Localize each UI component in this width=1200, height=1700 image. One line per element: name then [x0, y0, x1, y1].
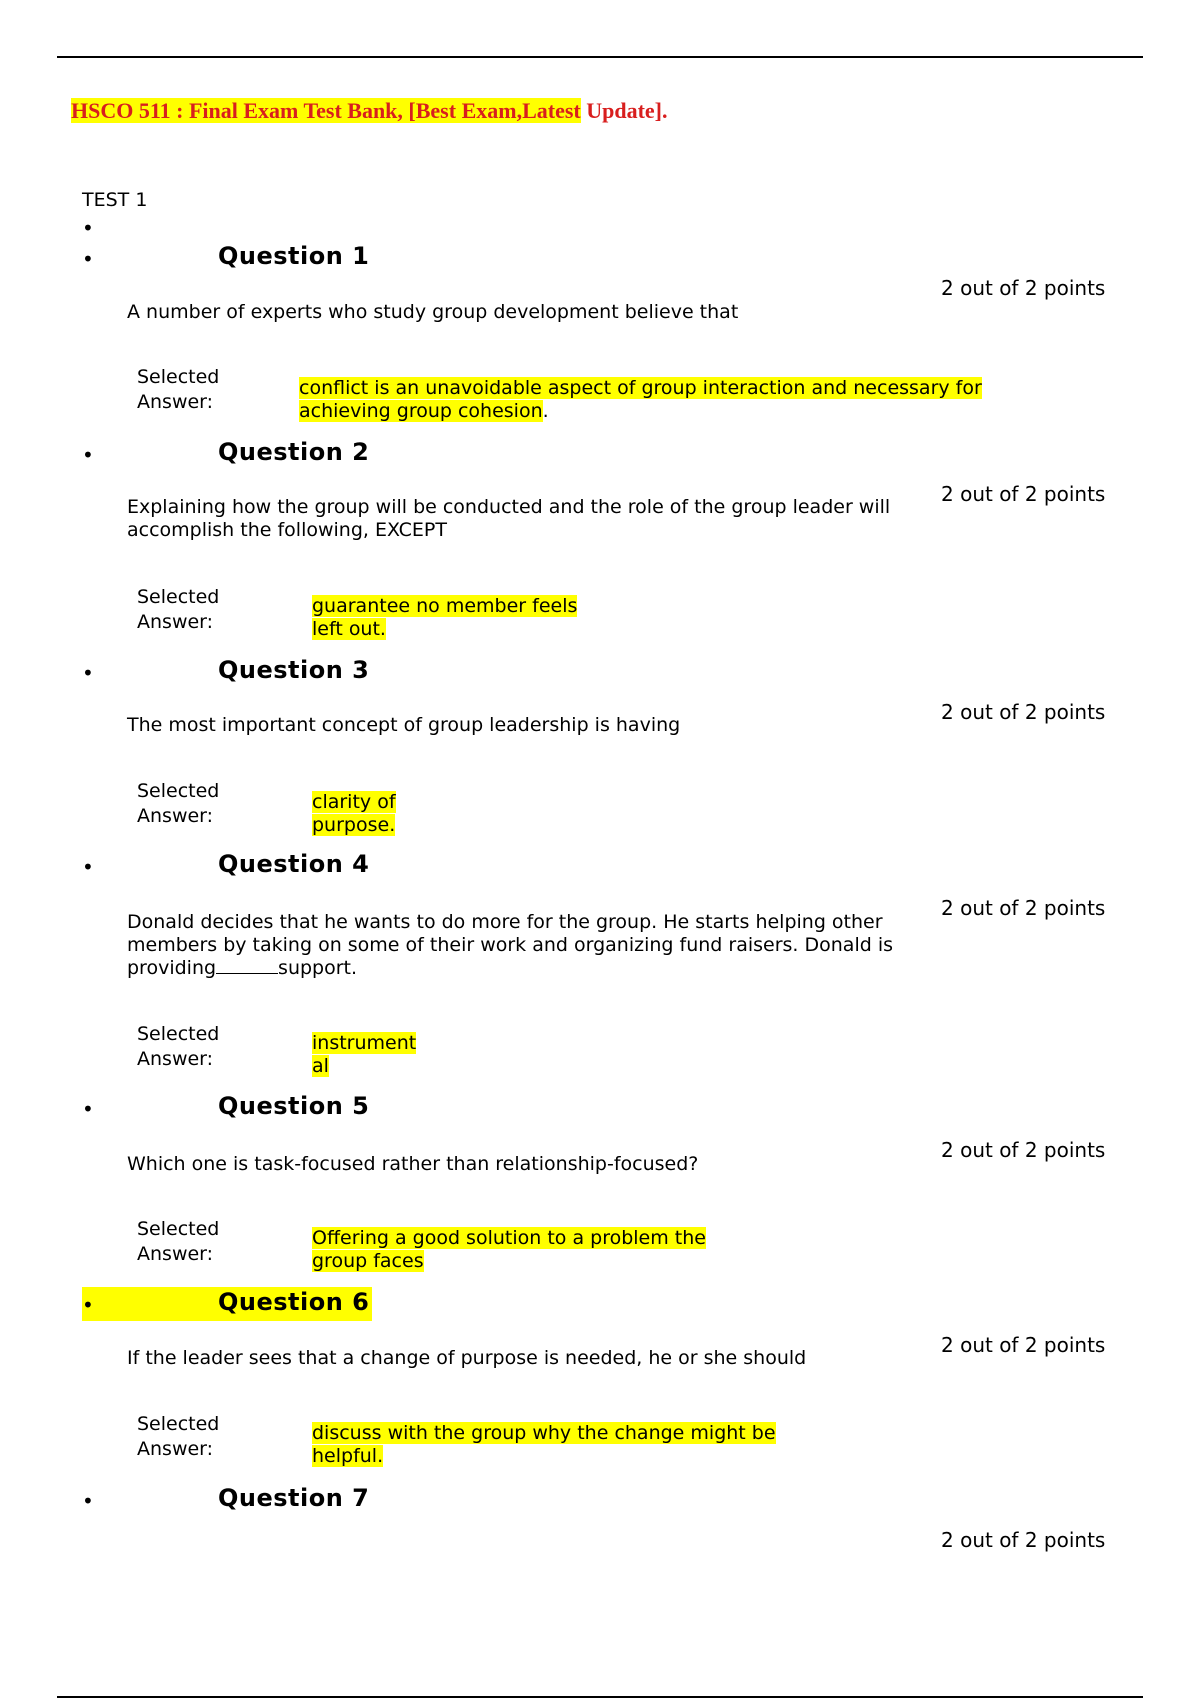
- test-label: TEST 1: [82, 189, 148, 211]
- question-heading: Question 6: [218, 1288, 370, 1316]
- selected-answer-suffix: .: [542, 400, 549, 422]
- selected-answer: [299, 377, 999, 423]
- document-title-highlighted: HSCO 511 : Final Exam Test Bank, [Best Exam,Latest: [71, 98, 581, 123]
- question-points: 2 out of 2 points: [941, 896, 1106, 920]
- question-bullet: •: [82, 247, 94, 271]
- selected-answer-label: Selected Answer:: [137, 780, 220, 827]
- question-heading: Question 3: [218, 656, 370, 684]
- question-points: 2 out of 2 points: [941, 1528, 1106, 1552]
- selected-answer-text: conflict is an unavoidable aspect of group interaction and necessary for achieving group cohesion: [299, 377, 982, 422]
- selected-answer-label: Selected Answer:: [137, 1023, 220, 1070]
- question-text: The most important concept of group leadership is having: [127, 714, 681, 736]
- question-text: [127, 911, 939, 980]
- selected-answer-text: guarantee no member feels left out.: [312, 595, 578, 640]
- question-bullet: •: [82, 1097, 94, 1121]
- question-bullet: •: [82, 661, 94, 685]
- question-points: 2 out of 2 points: [941, 482, 1106, 506]
- question-heading: Question 2: [218, 438, 370, 466]
- selected-answer: [312, 595, 602, 641]
- question-text: If the leader sees that a change of purpose is needed, he or she should: [127, 1347, 807, 1369]
- selected-answer-label: Selected Answer:: [137, 586, 220, 633]
- top-rule: [57, 56, 1143, 58]
- question-bullet: •: [82, 1293, 94, 1317]
- fill-in-blank: [216, 959, 278, 974]
- selected-answer-label: Selected Answer:: [137, 1218, 220, 1265]
- selected-answer-text: discuss with the group why the change might be helpful.: [312, 1422, 776, 1467]
- selected-answer: [312, 1422, 782, 1468]
- selected-answer-text: Offering a good solution to a problem the group faces: [312, 1227, 706, 1272]
- question-heading: Question 7: [218, 1484, 370, 1512]
- selected-answer: [312, 1032, 424, 1078]
- selected-answer-label: Selected Answer:: [137, 366, 220, 413]
- document-title-rest: Update].: [580, 98, 668, 123]
- selected-answer-label: Selected Answer:: [137, 1413, 220, 1460]
- selected-answer-text: instrumental: [312, 1032, 417, 1077]
- selected-answer: [312, 1227, 752, 1273]
- question-text: A number of experts who study group development believe that: [127, 301, 739, 323]
- empty-bullet: •: [82, 216, 94, 240]
- question-bullet: •: [82, 855, 94, 879]
- bottom-rule: [57, 1696, 1143, 1698]
- selected-answer: [312, 791, 422, 837]
- question-points: 2 out of 2 points: [941, 276, 1106, 300]
- selected-answer-text: clarity of purpose.: [312, 791, 396, 836]
- document-title: [71, 98, 668, 124]
- question-points: 2 out of 2 points: [941, 1333, 1106, 1357]
- question-text: Which one is task-focused rather than relationship-focused?: [127, 1153, 699, 1175]
- question-text-before-blank: Donald decides that he wants to do more for the group. He starts helping other members by taking on some of their work and organizing fund raisers. Donald is providing: [127, 911, 894, 979]
- question-text: Explaining how the group will be conducted and the role of the group leader will accomplish the following, EXCEPT: [127, 496, 891, 541]
- question-heading: Question 5: [218, 1092, 370, 1120]
- question-heading: Question 4: [218, 850, 370, 878]
- question-bullet: •: [82, 443, 94, 467]
- question-points: 2 out of 2 points: [941, 1138, 1106, 1162]
- question-points: 2 out of 2 points: [941, 700, 1106, 724]
- question-heading: Question 1: [218, 242, 370, 270]
- question-text-after-blank: support.: [278, 957, 358, 979]
- question-bullet: •: [82, 1489, 94, 1513]
